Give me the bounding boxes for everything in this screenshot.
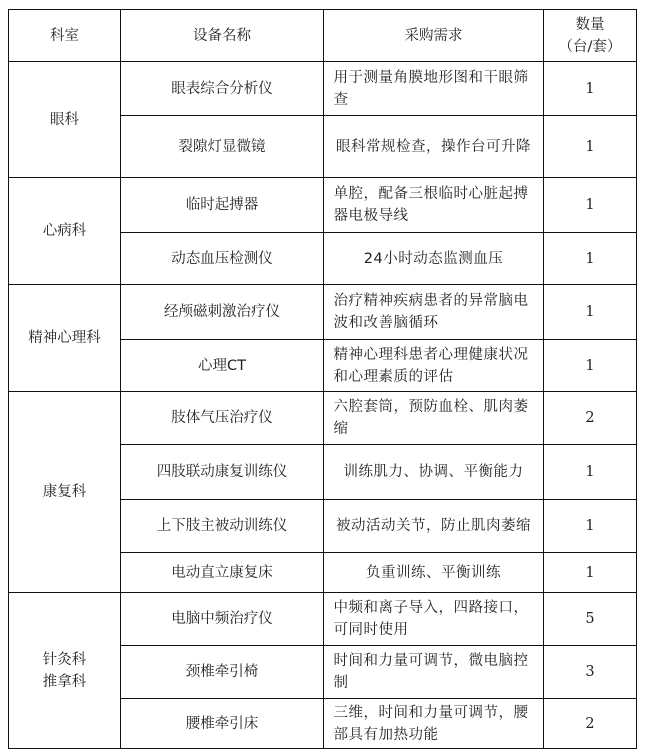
purchase-requirement: 时间和力量可调节，微电脑控制 (333, 653, 529, 691)
device-name: 上下肢主被动训练仪 (121, 500, 324, 553)
dept-name-line2: 推拿科 (42, 673, 87, 690)
quantity: 3 (544, 646, 637, 699)
purchase-requirement: 负重训练、平衡训练 (366, 564, 501, 581)
quantity: 2 (544, 699, 637, 749)
header-qty-line2: （台/套） (558, 38, 622, 55)
table-row (9, 285, 637, 340)
header-dept: 科室 (9, 10, 121, 62)
header-name: 设备名称 (121, 10, 324, 62)
dept-cell (9, 593, 121, 749)
purchase-requirement: 六腔套筒，预防血栓、肌肉萎缩 (333, 399, 529, 437)
purchase-requirement: 三维，时间和力量可调节，腰部具有加热功能 (333, 704, 529, 743)
device-name: 心理CT (121, 340, 324, 392)
header-req: 采购需求 (324, 10, 544, 62)
quantity: 1 (544, 500, 637, 553)
header-qty (544, 10, 637, 62)
purchase-requirement: 精神心理科患者心理健康状况和心理素质的评估 (333, 346, 529, 385)
quantity: 5 (544, 593, 637, 646)
table-row (9, 62, 637, 116)
procurement-table (8, 9, 637, 749)
dept-name-line1: 针灸科 (42, 651, 87, 668)
device-name: 裂隙灯显微镜 (121, 116, 324, 178)
device-name: 经颅磁刺激治疗仪 (121, 285, 324, 340)
purchase-requirement: 眼科常规检查，操作台可升降 (336, 138, 531, 155)
quantity: 1 (544, 116, 637, 178)
quantity: 1 (544, 62, 637, 116)
device-name: 电动直立康复床 (121, 553, 324, 593)
device-name: 临时起搏器 (121, 178, 324, 233)
purchase-requirement: 被动活动关节，防止肌肉萎缩 (336, 518, 531, 534)
quantity: 1 (544, 445, 637, 500)
dept-cell: 康复科 (9, 392, 121, 593)
purchase-requirement: 治疗精神疾病患者的异常脑电波和改善脑循环 (333, 293, 529, 331)
purchase-requirement: 训练肌力、协调、平衡能力 (343, 464, 524, 480)
dept-cell: 眼科 (9, 62, 121, 178)
device-name: 颈椎牵引椅 (121, 646, 324, 699)
quantity: 1 (544, 553, 637, 593)
device-name: 四肢联动康复训练仪 (121, 445, 324, 500)
quantity: 2 (544, 392, 637, 445)
device-name: 动态血压检测仪 (121, 233, 324, 285)
dept-cell: 精神心理科 (9, 285, 121, 392)
quantity: 1 (544, 233, 637, 285)
purchase-requirement: 中频和离子导入，四路接口，可同时使用 (333, 600, 529, 638)
purchase-requirement: 单腔，配备三根临时心脏起搏器电极导线 (333, 186, 529, 224)
table-row (9, 392, 637, 445)
table-row (9, 593, 637, 646)
device-name: 腰椎牵引床 (121, 699, 324, 749)
dept-cell: 心病科 (9, 178, 121, 285)
table-row (9, 178, 637, 233)
header-row (9, 10, 637, 62)
device-name: 肢体气压治疗仪 (121, 392, 324, 445)
purchase-requirement: 用于测量角膜地形图和干眼筛查 (333, 69, 529, 108)
device-name: 眼表综合分析仪 (121, 62, 324, 116)
purchase-requirement: 24小时动态监测血压 (363, 250, 504, 267)
quantity: 1 (544, 285, 637, 340)
quantity: 1 (544, 178, 637, 233)
device-name: 电脑中频治疗仪 (121, 593, 324, 646)
header-qty-line1: 数量 (575, 16, 605, 33)
quantity: 1 (544, 340, 637, 392)
